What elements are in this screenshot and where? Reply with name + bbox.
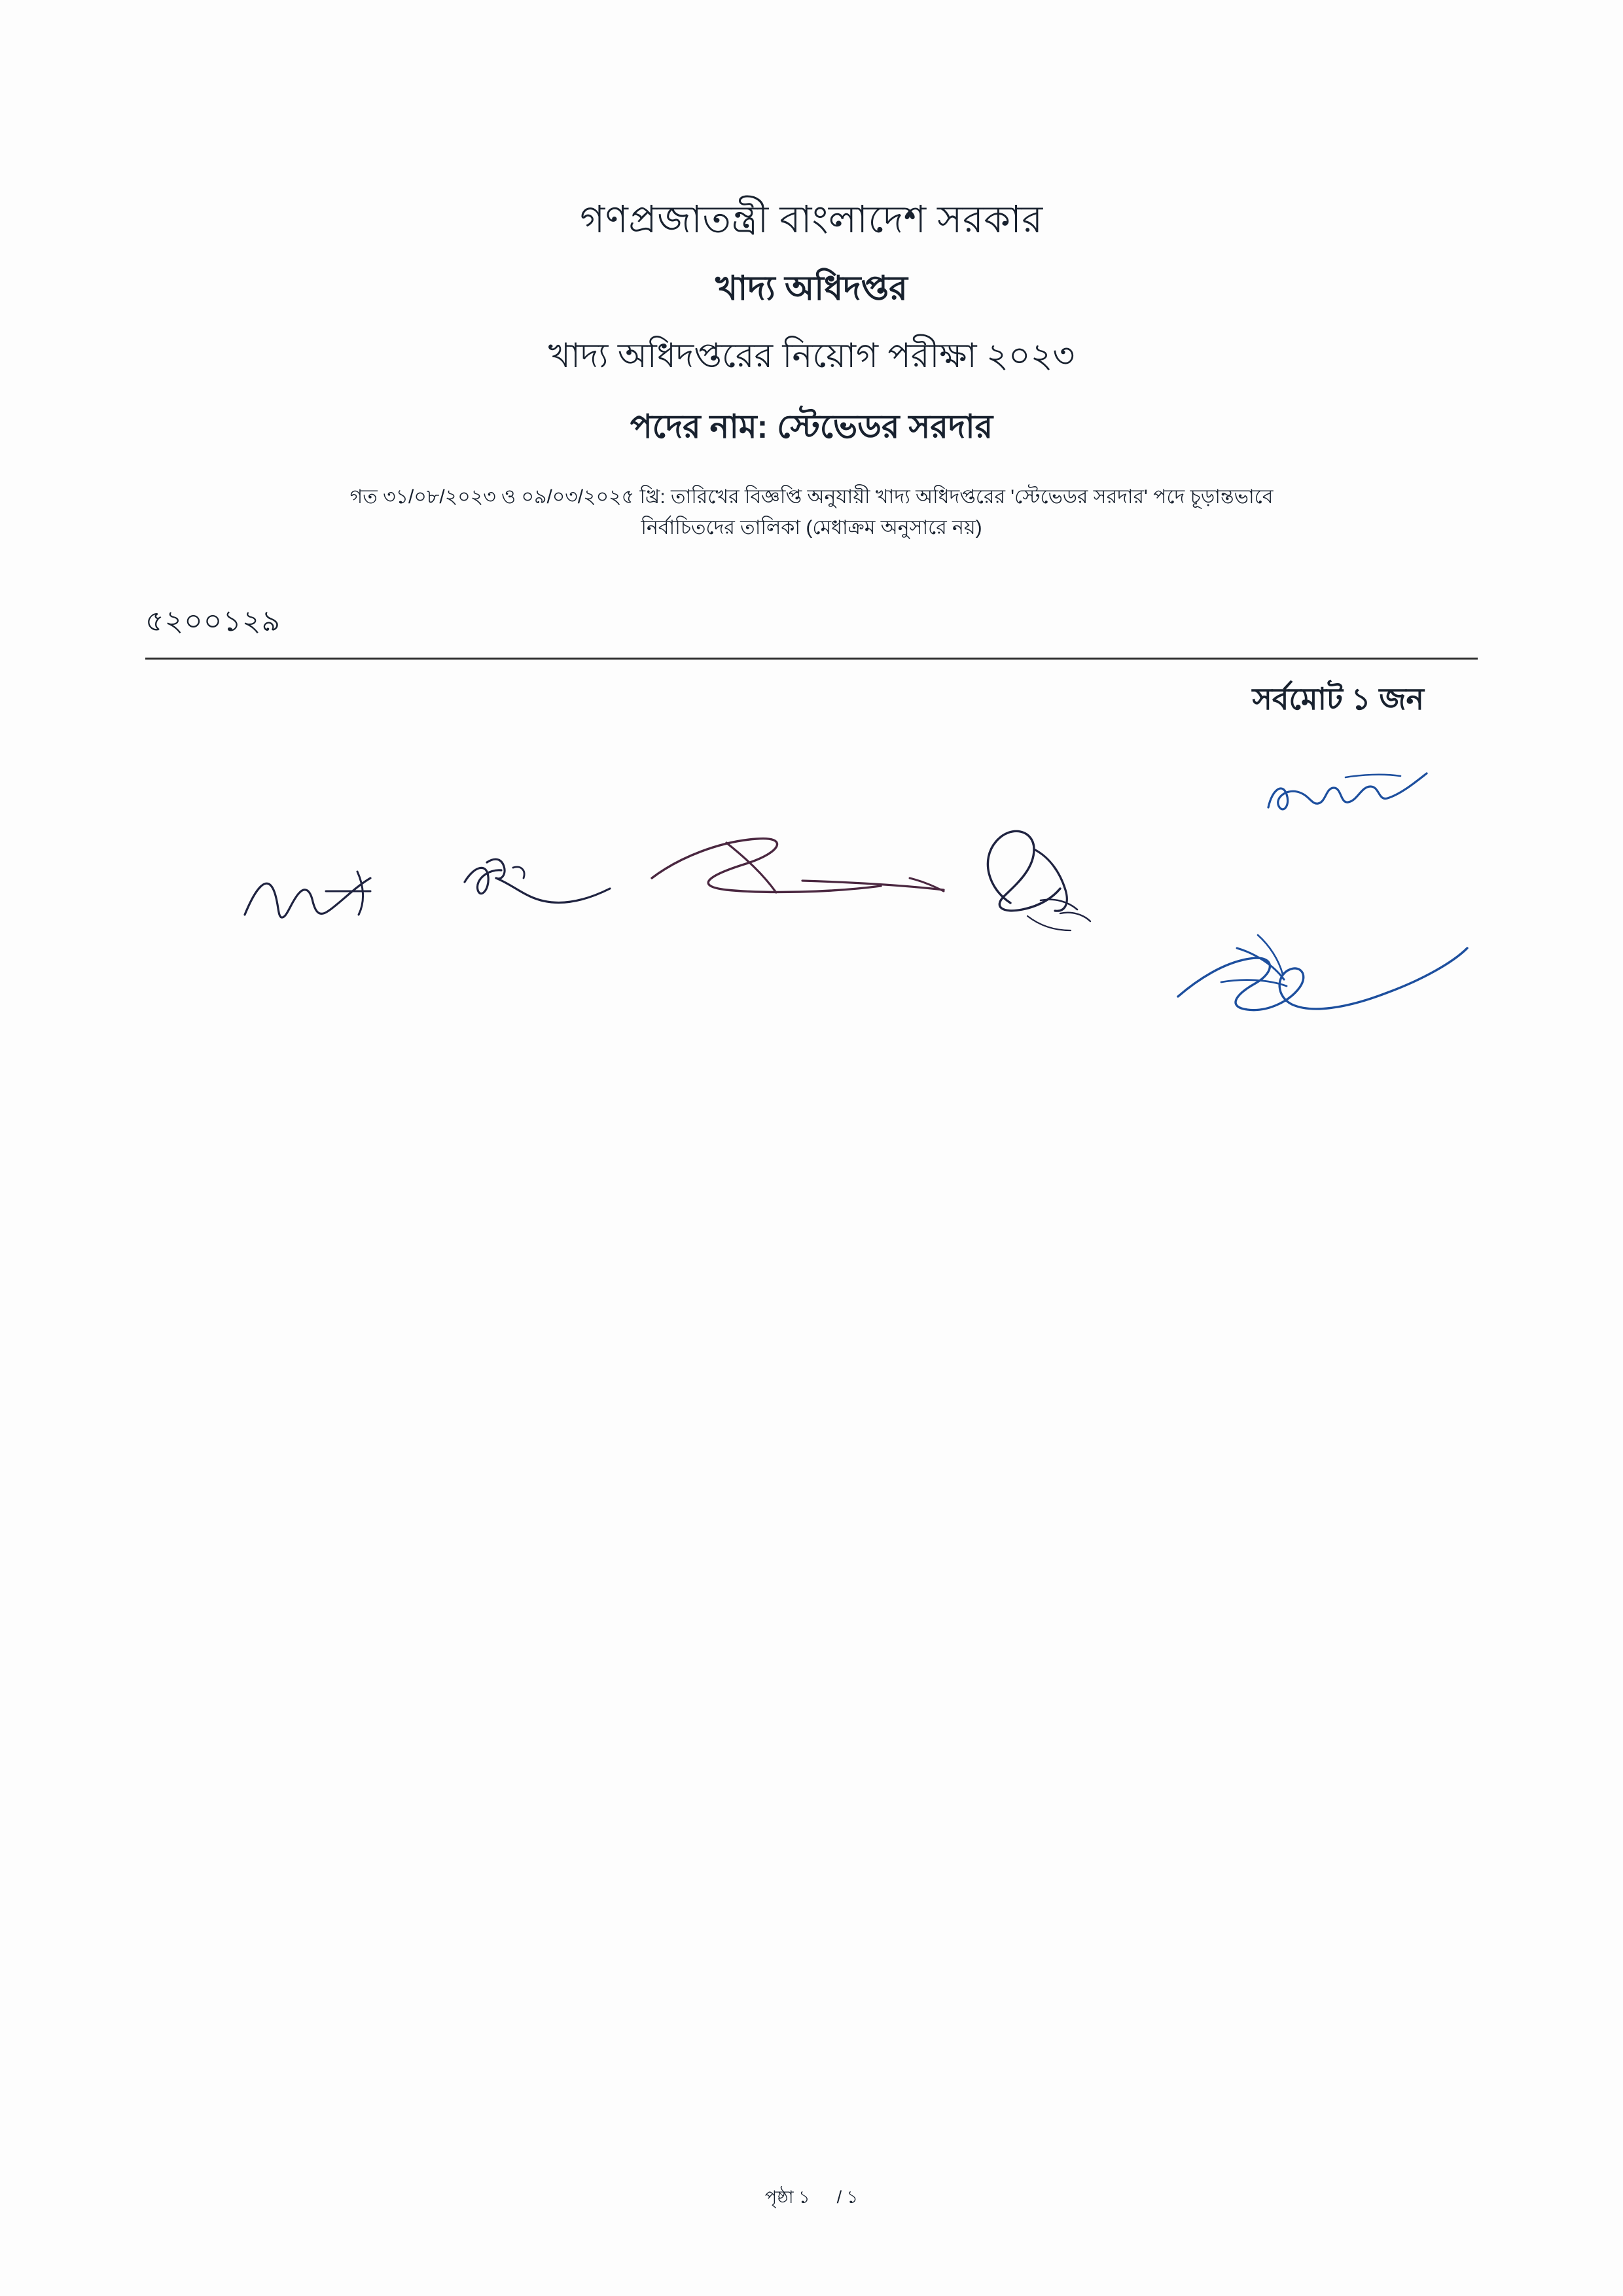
document-header <box>0 0 1623 447</box>
page-total-label: / ১ <box>836 2187 859 2207</box>
document-content <box>0 0 1623 1119</box>
total-count-label: সর্বমোট ১ জন <box>1252 682 1424 716</box>
post-name-title: পদের নাম: স্টেভেডর সরদার <box>630 408 993 445</box>
signature-1 <box>242 864 386 936</box>
page-number-label: পৃষ্ঠা ১ <box>764 2187 810 2207</box>
exam-title: খাদ্য অধিদপ্তরের নিয়োগ পরীক্ষা ২০২৩ <box>548 336 1075 375</box>
signature-4 <box>962 818 1132 942</box>
notice-line-1: গত ৩১/০৮/২০২৩ ও ০৯/০৩/২০২৫ খ্রি: তারিখের বিজ্ঞপ্তি অনুযায়ী খাদ্য অধিদপ্তরের 'স্টেভেডর সরদার' পদে চূড়ান্তভাবে <box>349 486 1274 508</box>
signature-3 <box>648 830 955 928</box>
signature-6 <box>1171 919 1472 1037</box>
roll-number: ৫২০০১২৯ <box>145 605 281 637</box>
signature-area <box>0 752 1623 1119</box>
notice-paragraph <box>190 482 1433 543</box>
notice-line-2: নির্বাচিতদের তালিকা (মেধাক্রম অনুসারে নয়) <box>641 516 982 539</box>
signature-5 <box>1263 766 1433 838</box>
result-block <box>0 599 1623 726</box>
government-title: গণপ্রজাতন্ত্রী বাংলাদেশ সরকার <box>580 198 1043 241</box>
horizontal-rule <box>145 658 1478 660</box>
page-footer <box>0 2184 1623 2214</box>
department-title: খাদ্য অধিদপ্তর <box>715 269 908 308</box>
signature-2 <box>458 851 628 929</box>
